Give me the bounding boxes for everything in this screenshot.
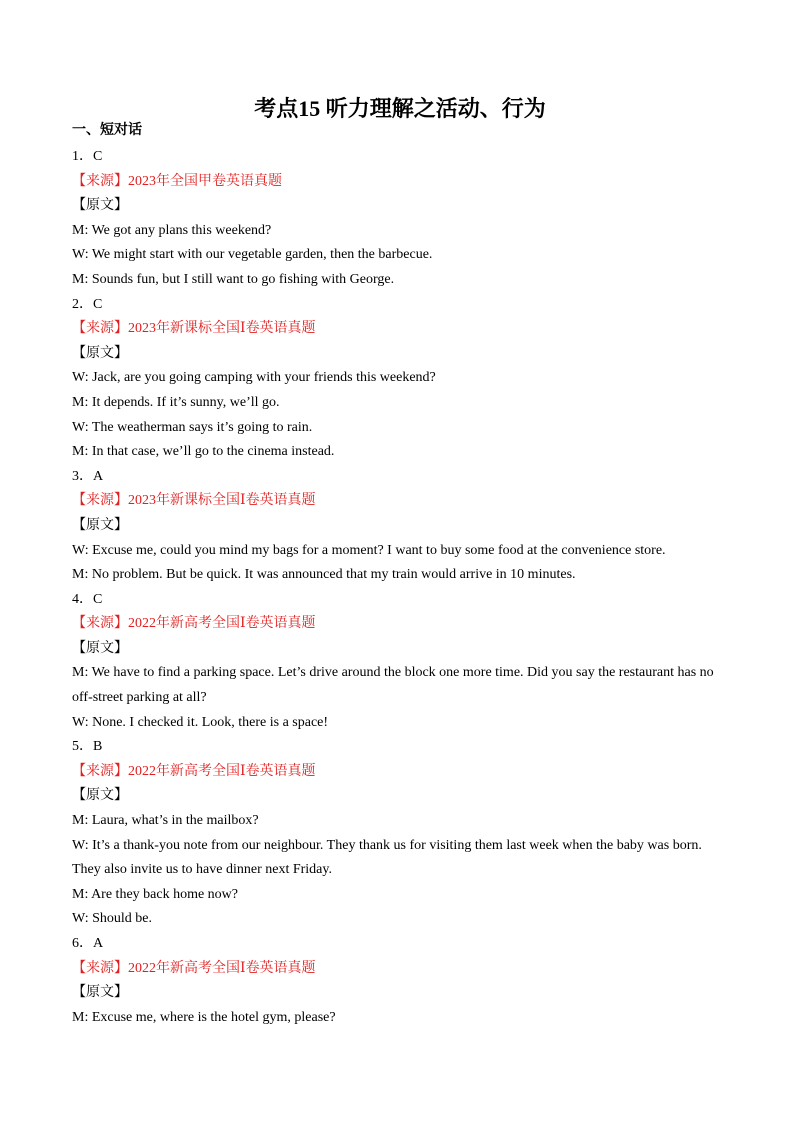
question-answer: 6．A — [72, 936, 104, 951]
source-line: 【来源】2022年新高考全国Ⅰ卷英语真题 — [72, 960, 316, 976]
question-answer: 4．C — [72, 591, 103, 607]
dialogue-line: M: Sounds fun, but I still want to go fishing with George. — [72, 271, 395, 287]
source-line: 【来源】2022年新高考全国Ⅰ卷英语真题 — [72, 616, 316, 632]
dialogue-line: W: It’s a thank-you note from our neighbour. They thank us for visiting them last week when the baby was born. — [72, 837, 702, 853]
dialogue-line: M: In that case, we’ll go to the cinema instead. — [72, 444, 335, 460]
transcript-label: 【原文】 — [72, 788, 128, 804]
document-body — [72, 121, 732, 1030]
dialogue-line: M: We have to find a parking space. Let’s drive around the block one more time. Did you say the restaurant has no — [72, 665, 714, 681]
dialogue-line: W: We might start with our vegetable garden, then the barbecue. — [72, 247, 433, 263]
question-item — [72, 932, 732, 1030]
transcript-label: 【原文】 — [72, 985, 128, 1001]
transcript-label: 【原文】 — [72, 517, 128, 533]
dialogue-line: M: It depends. If it’s sunny, we’ll go. — [72, 394, 280, 410]
source-line: 【来源】2023年全国甲卷英语真题 — [72, 173, 282, 189]
dialogue-line: M: Excuse me, where is the hotel gym, please? — [72, 1009, 336, 1025]
question-item — [72, 293, 732, 465]
dialogue-line: W: Excuse me, could you mind my bags for a moment? I want to buy some food at the convenience store. — [72, 542, 666, 558]
question-answer: 5．B — [72, 739, 103, 755]
dialogue-line: M: Are they back home now? — [72, 886, 239, 902]
dialogue-line: off-street parking at all? — [72, 690, 207, 706]
dialogue-line: M: Laura, what’s in the mailbox? — [72, 813, 259, 829]
dialogue-line: W: Should be. — [72, 911, 152, 927]
question-list — [72, 145, 732, 1030]
source-line: 【来源】2022年新高考全国Ⅰ卷英语真题 — [72, 763, 316, 779]
question-answer: 1．C — [72, 149, 103, 164]
question-item — [72, 588, 732, 736]
question-answer: 3．A — [72, 468, 104, 484]
section-heading: 一、短对话 — [72, 123, 142, 138]
dialogue-line: W: Jack, are you going camping with your friends this weekend? — [72, 370, 436, 386]
question-item — [72, 735, 732, 932]
dialogue-line: M: No problem. But be quick. It was announced that my train would arrive in 10 minutes. — [72, 567, 576, 583]
source-line: 【来源】2023年新课标全国Ⅰ卷英语真题 — [72, 493, 316, 509]
transcript-label: 【原文】 — [72, 640, 128, 656]
question-answer: 2．C — [72, 296, 103, 312]
transcript-label: 【原文】 — [72, 198, 128, 214]
question-item — [72, 145, 732, 293]
question-item — [72, 465, 732, 588]
page-title: 考点15 听力理解之活动、行为 — [254, 96, 546, 121]
dialogue-line: M: We got any plans this weekend? — [72, 222, 272, 238]
transcript-label: 【原文】 — [72, 345, 128, 361]
dialogue-line: W: None. I checked it. Look, there is a space! — [72, 714, 329, 730]
dialogue-line: W: The weatherman says it’s going to rain. — [72, 419, 313, 435]
source-line: 【来源】2023年新课标全国Ⅰ卷英语真题 — [72, 321, 316, 337]
dialogue-line: They also invite us to have dinner next Friday. — [72, 862, 332, 878]
